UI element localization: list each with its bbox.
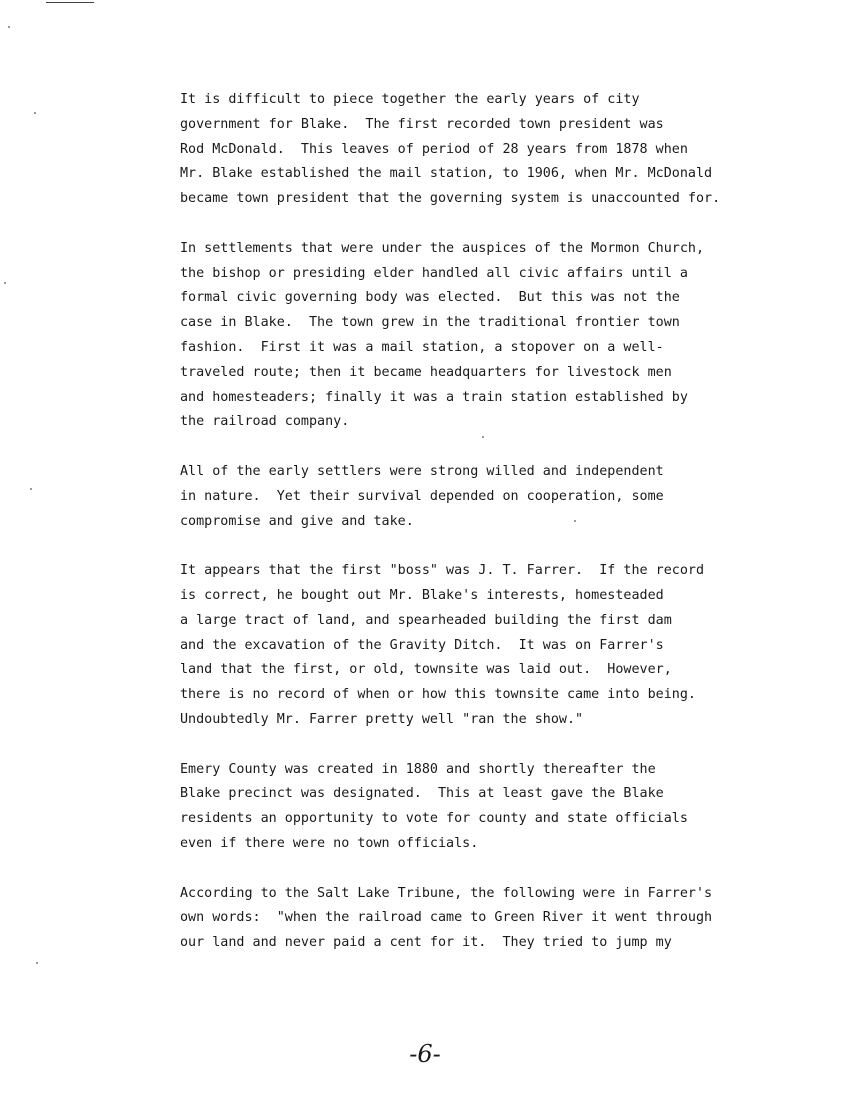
text-line: Emery County was created in 1880 and shortly thereafter the: [180, 761, 656, 777]
text-line: case in Blake. The town grew in the traditional frontier town: [180, 315, 680, 331]
text-line: traveled route; then it became headquarters for livestock men: [180, 364, 672, 380]
scan-speck: [4, 282, 6, 284]
paragraph-5: [180, 758, 780, 857]
document-body: [180, 88, 780, 981]
text-line: the bishop or presiding elder handled all civic affairs until a: [180, 265, 688, 281]
paragraph-4: [180, 559, 780, 733]
paragraph-2: [180, 237, 780, 435]
text-line: own words: "when the railroad came to Green River it went through: [180, 910, 713, 926]
text-line: Undoubtedly Mr. Farrer pretty well "ran the show.": [180, 711, 584, 727]
scan-speck: [36, 962, 38, 964]
text-line: government for Blake. The first recorded town president was: [180, 116, 664, 132]
paragraph-1: [180, 88, 780, 212]
paragraph-6: [180, 882, 780, 956]
text-line: According to the Salt Lake Tribune, the following were in Farrer's: [180, 885, 713, 901]
text-line: formal civic governing body was elected. But this was not the: [180, 290, 680, 306]
text-line: the railroad company.: [180, 414, 350, 430]
page-number: -6-: [409, 1040, 441, 1068]
text-line: there is no record of when or how this townsite came into being.: [180, 687, 696, 703]
text-line: compromise and give and take.: [180, 513, 414, 529]
scan-top-rule: [46, 2, 94, 3]
text-line: is correct, he bought out Mr. Blake's interests, homesteaded: [180, 587, 664, 603]
scan-speck: [8, 26, 10, 28]
text-line: became town president that the governing system is unaccounted for.: [180, 191, 721, 207]
text-line: It appears that the first "boss" was J. T. Farrer. If the record: [180, 563, 705, 579]
text-line: even if there were no town officials.: [180, 835, 479, 851]
text-line: Rod McDonald. This leaves of period of 28 years from 1878 when: [180, 141, 688, 157]
text-line: in nature. Yet their survival depended on cooperation, some: [180, 488, 664, 504]
text-line: All of the early settlers were strong willed and independent: [180, 463, 664, 479]
scan-speck: [30, 488, 32, 490]
text-line: fashion. First it was a mail station, a stopover on a well-: [180, 339, 664, 355]
text-line: In settlements that were under the auspices of the Mormon Church,: [180, 240, 705, 256]
scan-speck: [34, 112, 36, 114]
text-line: and homesteaders; finally it was a train station established by: [180, 389, 688, 405]
text-line: a large tract of land, and spearheaded building the first dam: [180, 612, 672, 628]
text-line: land that the first, or old, townsite was laid out. However,: [180, 662, 672, 678]
text-line: residents an opportunity to vote for county and state officials: [180, 811, 688, 827]
text-line: Mr. Blake established the mail station, to 1906, when Mr. McDonald: [180, 166, 713, 182]
text-line: Blake precinct was designated. This at least gave the Blake: [180, 786, 664, 802]
text-line: and the excavation of the Gravity Ditch. It was on Farrer's: [180, 637, 664, 653]
paragraph-3: [180, 460, 780, 534]
text-line: It is difficult to piece together the early years of city: [180, 92, 640, 107]
text-line: our land and never paid a cent for it. They tried to jump my: [180, 935, 672, 951]
